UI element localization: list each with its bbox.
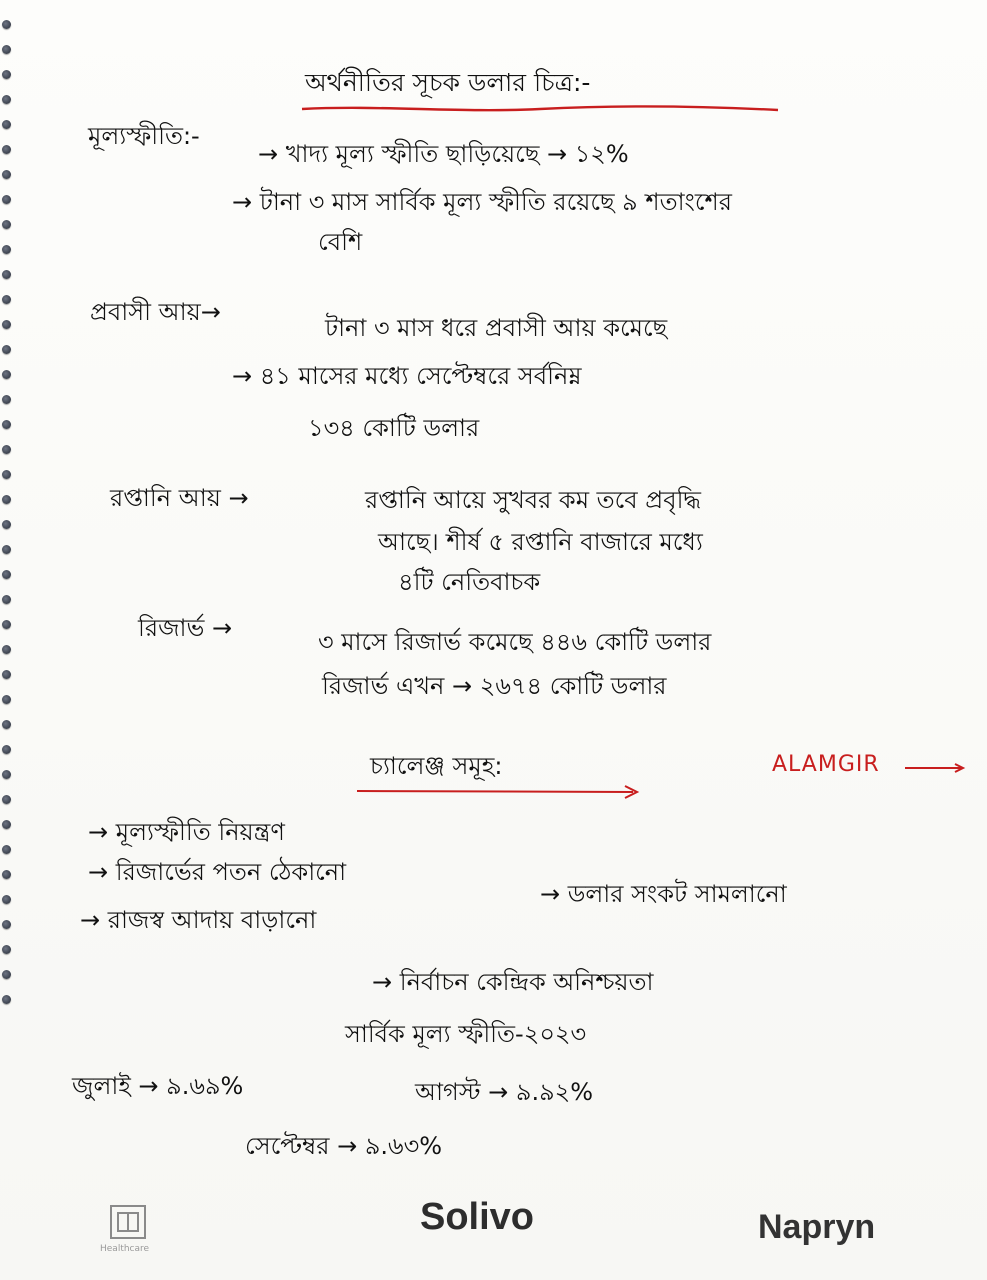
section-label: মূল্যস্ফীতি:- bbox=[88, 122, 200, 150]
spiral-hole bbox=[2, 45, 11, 54]
section-line: ১৩৪ কোটি ডলার bbox=[308, 414, 480, 442]
spiral-hole bbox=[2, 70, 11, 79]
challenge-item: → রাজস্ব আদায় বাড়ানো bbox=[80, 906, 317, 934]
brand-solivo: Solivo bbox=[420, 1196, 535, 1238]
brand-napryn: Napryn bbox=[758, 1208, 876, 1246]
section-label: রপ্তানি আয় → bbox=[110, 484, 249, 512]
healthcare-logo-icon bbox=[108, 1203, 148, 1241]
spiral-hole bbox=[2, 920, 11, 929]
section-line: বেশি bbox=[318, 228, 363, 256]
spiral-hole bbox=[2, 845, 11, 854]
page-title: অর্থনীতির সূচক ডলার চিত্র:- bbox=[305, 68, 591, 97]
spiral-hole bbox=[2, 570, 11, 579]
challenge-item: → মূল্যস্ফীতি নিয়ন্ত্রণ bbox=[88, 818, 285, 846]
spiral-hole bbox=[2, 720, 11, 729]
spiral-hole bbox=[2, 695, 11, 704]
spiral-hole bbox=[2, 770, 11, 779]
spiral-hole bbox=[2, 745, 11, 754]
spiral-hole bbox=[2, 170, 11, 179]
spiral-hole bbox=[2, 445, 11, 454]
spiral-hole bbox=[2, 470, 11, 479]
section-line: → ৪১ মাসের মধ্যে সেপ্টেম্বরে সর্বনিম্ন bbox=[232, 362, 582, 390]
section-line: রিজার্ভ এখন → ২৬৭৪ কোটি ডলার bbox=[322, 672, 667, 700]
challenge-item: → নির্বাচন কেন্দ্রিক অনিশ্চয়তা bbox=[372, 968, 654, 996]
spiral-binding bbox=[0, 20, 18, 1020]
spiral-hole bbox=[2, 145, 11, 154]
signature-arrow bbox=[905, 763, 967, 773]
section-line: রপ্তানি আয়ে সুখবর কম তবে প্রবৃদ্ধি bbox=[365, 486, 702, 514]
section-label: রিজার্ভ → bbox=[138, 614, 233, 642]
spiral-hole bbox=[2, 270, 11, 279]
challenge-item: → ডলার সংকট সামলানো bbox=[540, 880, 787, 908]
spiral-hole bbox=[2, 395, 11, 404]
spiral-hole bbox=[2, 995, 11, 1004]
inflation-title: সার্বিক মূল্য স্ফীতি-২০২৩ bbox=[345, 1020, 587, 1048]
spiral-hole bbox=[2, 820, 11, 829]
challenge-item: → রিজার্ভের পতন ঠেকানো bbox=[88, 858, 347, 886]
section-line: ৪টি নেতিবাচক bbox=[398, 568, 541, 596]
spiral-hole bbox=[2, 195, 11, 204]
spiral-hole bbox=[2, 645, 11, 654]
section-label: প্রবাসী আয়→ bbox=[90, 298, 221, 326]
spiral-hole bbox=[2, 895, 11, 904]
spiral-hole bbox=[2, 945, 11, 954]
section-line: আছে। শীর্ষ ৫ রপ্তানি বাজারে মধ্যে bbox=[378, 528, 703, 556]
spiral-hole bbox=[2, 520, 11, 529]
section-line: → টানা ৩ মাস সার্বিক মূল্য স্ফীতি রয়েছে ৯ শতাংশের bbox=[232, 188, 732, 216]
spiral-hole bbox=[2, 620, 11, 629]
section-line: → খাদ্য মূল্য স্ফীতি ছাড়িয়েছে → ১২% bbox=[258, 140, 629, 168]
title-underline bbox=[300, 103, 780, 115]
red-arrow-underline bbox=[355, 783, 645, 801]
challenges-heading: চ্যালেঞ্জ সমূহ: bbox=[370, 752, 503, 780]
spiral-hole bbox=[2, 595, 11, 604]
spiral-hole bbox=[2, 545, 11, 554]
spiral-hole bbox=[2, 120, 11, 129]
spiral-hole bbox=[2, 870, 11, 879]
inflation-entry: আগস্ট → ৯.৯২% bbox=[415, 1078, 594, 1106]
section-line: ৩ মাসে রিজার্ভ কমেছে ৪৪৬ কোটি ডলার bbox=[318, 628, 712, 656]
spiral-hole bbox=[2, 795, 11, 804]
spiral-hole bbox=[2, 670, 11, 679]
spiral-hole bbox=[2, 420, 11, 429]
spiral-hole bbox=[2, 370, 11, 379]
spiral-hole bbox=[2, 245, 11, 254]
logo-caption: Healthcare bbox=[100, 1244, 150, 1254]
author-signature: ALAMGIR bbox=[772, 752, 880, 777]
spiral-hole bbox=[2, 20, 11, 29]
spiral-hole bbox=[2, 970, 11, 979]
section-line: টানা ৩ মাস ধরে প্রবাসী আয় কমেছে bbox=[325, 314, 668, 342]
spiral-hole bbox=[2, 295, 11, 304]
inflation-entry: জুলাই → ৯.৬৯% bbox=[72, 1072, 244, 1100]
spiral-hole bbox=[2, 220, 11, 229]
spiral-hole bbox=[2, 95, 11, 104]
spiral-hole bbox=[2, 320, 11, 329]
spiral-hole bbox=[2, 345, 11, 354]
inflation-entry: সেপ্টেম্বর → ৯.৬৩% bbox=[245, 1132, 443, 1160]
spiral-hole bbox=[2, 495, 11, 504]
